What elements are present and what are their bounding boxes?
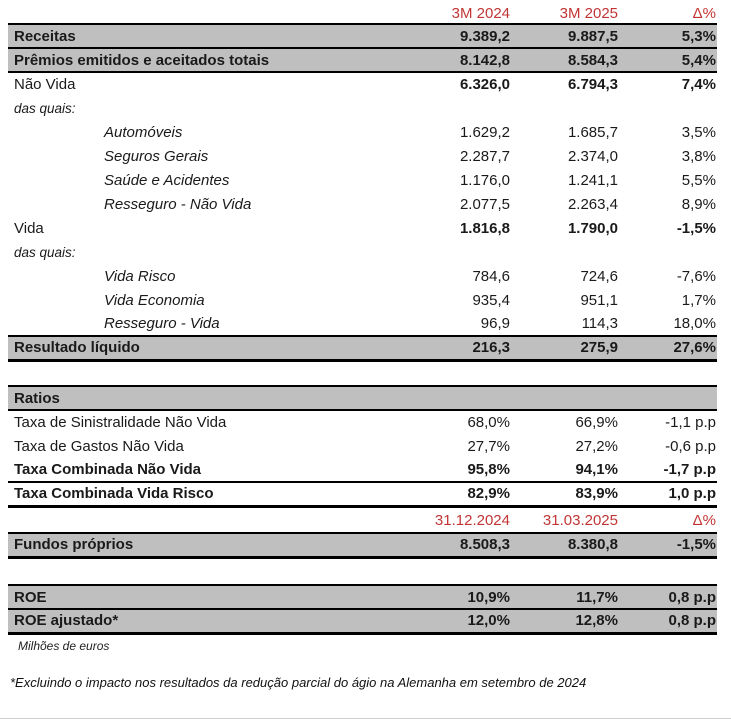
value-3m2025: 724,6 — [580, 267, 618, 285]
row-label: Taxa de Sinistralidade Não Vida — [14, 414, 227, 431]
value-3m2024: 95,8% — [400, 458, 512, 482]
value-3m2024: 6.326,0 — [459, 76, 510, 93]
value-delta: 0,8 p.p — [620, 585, 717, 609]
table-row-taxa-gastos — [8, 434, 717, 458]
row-label: Receitas — [8, 24, 400, 48]
value-3m2025: 1.241,1 — [567, 171, 618, 189]
value-31032025: 11,7% — [512, 585, 620, 609]
value-delta: -0,6 p.p — [665, 437, 716, 455]
value-31122024: 12,0% — [400, 609, 512, 633]
table-row-taxa-combinada-nao-vida — [8, 458, 717, 482]
section-gap — [8, 557, 717, 585]
column-header-31122024: 31.12.2024 — [434, 512, 510, 529]
row-label: Taxa de Gastos Não Vida — [14, 437, 184, 455]
value-3m2025: 2.263,4 — [567, 195, 618, 213]
table-row-roe — [8, 585, 717, 609]
table-row-das-quais — [8, 240, 717, 264]
table-row-taxa-sinistralidade — [8, 410, 717, 434]
value-31032025: 12,8% — [512, 609, 620, 633]
row-label: Taxa Combinada Não Vida — [8, 458, 400, 482]
value-3m2024: 1.629,2 — [459, 123, 510, 141]
value-delta: -1,5% — [676, 219, 716, 237]
value-3m2024: 2.077,5 — [459, 195, 510, 213]
value-3m2024: 1.176,0 — [459, 171, 510, 189]
table-row-vida — [8, 216, 717, 240]
value-delta: -7,6% — [676, 267, 716, 285]
table-row-automoveis — [8, 120, 717, 144]
value-delta: 5,4% — [620, 48, 717, 72]
value-delta: 0,8 p.p — [620, 609, 717, 633]
value-3m2025: 83,9% — [512, 482, 620, 506]
value-31122024: 10,9% — [400, 585, 512, 609]
table-row-fundos-proprios — [8, 533, 717, 557]
value-3m2024: 27,7% — [467, 437, 510, 455]
table-row-taxa-combinada-vida-risco — [8, 482, 717, 506]
table-row-saude-acidentes — [8, 168, 717, 192]
date-header-row — [8, 506, 717, 533]
value-delta: -1,7 p.p — [620, 458, 717, 482]
value-delta: 1,0 p.p — [620, 482, 717, 506]
section-label: Ratios — [8, 386, 400, 410]
value-31032025: 8.380,8 — [512, 533, 620, 557]
value-3m2024: 82,9% — [400, 482, 512, 506]
table-row-receitas — [8, 24, 717, 48]
row-label: Seguros Gerais — [104, 147, 209, 165]
row-label: Resseguro - Não Vida — [104, 195, 252, 213]
value-3m2024: 96,9 — [480, 315, 510, 332]
row-label: Vida Risco — [104, 267, 176, 285]
section-gap — [8, 360, 717, 386]
row-label: Não Vida — [14, 76, 76, 93]
period-header-row — [8, 3, 717, 24]
table-row-resseguro-nao-vida — [8, 192, 717, 216]
value-3m2025: 27,2% — [575, 437, 618, 455]
column-header-3m2025: 3M 2025 — [559, 4, 618, 22]
value-3m2024: 68,0% — [467, 414, 510, 431]
value-3m2024: 1.816,8 — [459, 219, 510, 237]
value-3m2025: 9.887,5 — [512, 24, 620, 48]
value-delta: 18,0% — [673, 315, 716, 332]
value-3m2024: 2.287,7 — [459, 147, 510, 165]
value-3m2024: 8.142,8 — [400, 48, 512, 72]
row-label: das quais: — [14, 100, 76, 116]
value-3m2025: 1.790,0 — [567, 219, 618, 237]
empty-header-cell — [8, 506, 400, 533]
bottom-divider — [0, 718, 731, 719]
value-3m2024: 935,4 — [472, 291, 510, 309]
table-row-roe-ajustado — [8, 609, 717, 633]
row-label: Fundos próprios — [8, 533, 400, 557]
value-delta: 8,9% — [681, 195, 716, 213]
value-3m2025: 66,9% — [575, 414, 618, 431]
column-header-3m2024: 3M 2024 — [451, 4, 510, 22]
units-note: Milhões de euros — [18, 638, 110, 653]
column-header-delta: Δ% — [692, 512, 716, 529]
table-row-vida-economia — [8, 288, 717, 312]
value-31122024: 8.508,3 — [400, 533, 512, 557]
table-row-seguros-gerais — [8, 144, 717, 168]
row-label: Prêmios emitidos e aceitados totais — [8, 48, 400, 72]
ratios-section-header — [8, 386, 717, 410]
empty-header-cell — [8, 3, 400, 24]
value-delta: 5,3% — [620, 24, 717, 48]
column-header-delta: Δ% — [692, 4, 716, 22]
value-delta: 5,5% — [681, 171, 716, 189]
table-row-das-quais — [8, 96, 717, 120]
value-3m2025: 275,9 — [512, 336, 620, 360]
table-row-vida-risco — [8, 264, 717, 288]
value-3m2025: 2.374,0 — [567, 147, 618, 165]
value-3m2025: 114,3 — [581, 315, 618, 332]
value-3m2025: 6.794,3 — [567, 76, 618, 93]
row-label: Taxa Combinada Vida Risco — [8, 482, 400, 506]
table-row-resseguro-vida — [8, 312, 717, 336]
value-delta: 7,4% — [681, 76, 716, 93]
value-delta: -1,1 p.p — [665, 414, 716, 431]
row-label: Automóveis — [104, 123, 183, 141]
value-3m2025: 1.685,7 — [567, 123, 618, 141]
row-label: ROE — [8, 585, 400, 609]
value-delta: 3,8% — [681, 147, 716, 165]
value-3m2025: 951,1 — [580, 291, 618, 309]
value-delta: 1,7% — [681, 291, 716, 309]
table-row-premios — [8, 48, 717, 72]
column-header-31032025: 31.03.2025 — [542, 512, 618, 529]
value-delta: -1,5% — [620, 533, 717, 557]
value-3m2025: 94,1% — [512, 458, 620, 482]
row-label: Vida — [14, 219, 44, 237]
table-row-resultado-liquido — [8, 336, 717, 360]
row-label: Resultado líquido — [8, 336, 400, 360]
value-delta: 3,5% — [681, 123, 716, 141]
value-3m2024: 9.389,2 — [400, 24, 512, 48]
value-3m2025: 8.584,3 — [512, 48, 620, 72]
row-label: das quais: — [14, 244, 76, 260]
row-label: Saúde e Acidentes — [104, 171, 230, 189]
value-3m2024: 216,3 — [400, 336, 512, 360]
row-label: Vida Economia — [104, 291, 205, 309]
row-label: ROE ajustado* — [8, 609, 400, 633]
value-3m2024: 784,6 — [472, 267, 510, 285]
row-label: Resseguro - Vida — [104, 315, 220, 332]
footnote: *Excluindo o impacto nos resultados da redução parcial do ágio na Alemanha em setembro de 2024 — [10, 674, 587, 690]
results-table — [8, 3, 717, 635]
value-delta: 27,6% — [620, 336, 717, 360]
table-row-nao-vida — [8, 72, 717, 96]
